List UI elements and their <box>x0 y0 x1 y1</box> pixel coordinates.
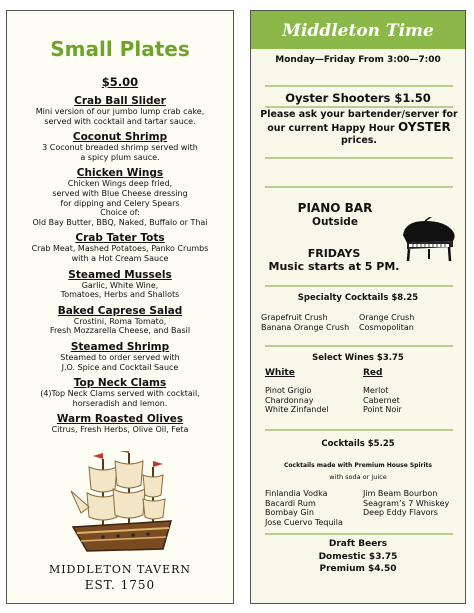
white-wine-list: Pinot Grigio Chardonnay White Zinfandel <box>265 386 329 414</box>
menu-item-desc: Crab Meat, Mashed Potatoes, Panko Crumbs with a Hot Cream Sauce <box>31 244 209 263</box>
spirits-list-right: Jim Beam Bourbon Seagram’s 7 Whiskey Deep Eddy Flavors <box>363 489 450 517</box>
menu-item-desc: 3 Coconut breaded shrimp served with a spicy plum sauce. <box>42 143 198 162</box>
menu-item <box>7 269 233 300</box>
cocktails-note: Cocktails made with Premium House Spirits <box>284 462 432 469</box>
grand-piano-icon <box>399 217 459 263</box>
menu-item-name: Steamed Mussels <box>68 268 172 281</box>
cocktails-note-sub: with soda or juice <box>329 473 387 481</box>
oyster-note-line1: Please ask your bartender/server for <box>260 109 458 120</box>
small-plates-title: Small Plates <box>50 37 190 61</box>
premium-beer-price: Premium $4.50 <box>319 564 397 574</box>
happy-hour-times: Monday—Friday From 3:00—7:00 <box>275 55 441 65</box>
oyster-shooters: Oyster Shooters $1.50 <box>285 91 431 105</box>
menu-item <box>7 413 233 435</box>
divider <box>265 186 453 188</box>
red-wine-heading: Red <box>363 368 383 378</box>
menu-item <box>7 305 233 336</box>
menu-item-name: Warm Roasted Olives <box>56 413 184 426</box>
menu-item-desc: Mini version of our jumbo lump crab cake, served with cocktail and tartar sauce. <box>35 107 205 126</box>
menu-item-name: Chicken Wings <box>76 167 164 180</box>
piano-bar-day: FRIDAYS <box>307 247 361 260</box>
specialty-cocktails-heading: Specialty Cocktails $8.25 <box>297 293 419 303</box>
menu-item-desc: Garlic, White Wine, Tomatoes, Herbs and Shallots <box>60 280 180 300</box>
menu-item-desc: Chicken Wings deep fried, served with Blue Cheese dressing for dipping and Celery Spears Choice of: Old Bay Butter, BBQ, Naked, Buffalo or Thai <box>32 179 208 227</box>
divider <box>265 533 453 535</box>
piano-bar-time: Music starts at 5 PM. <box>268 260 400 273</box>
menu-item <box>7 341 233 372</box>
specialty-cocktails-left: Grapefruit Crush Banana Orange Crush <box>261 313 350 332</box>
oyster-note-line2 <box>255 121 463 135</box>
menu-item-name: Coconut Shrimp <box>72 131 168 144</box>
divider <box>265 345 453 347</box>
spirits-list-left: Finlandia Vodka Bacardi Rum Bombay Gin Jose Cuervo Tequila <box>265 489 343 527</box>
piano-bar-title: PIANO BAR <box>297 201 373 215</box>
specialty-cocktails-right: Orange Crush Cosmopolitan <box>359 313 415 332</box>
divider <box>265 157 453 159</box>
small-plates-price: $5.00 <box>101 75 139 89</box>
menu-item-name: Top Neck Clams <box>73 377 167 390</box>
divider <box>265 85 453 87</box>
ship-logo-icon <box>63 451 181 561</box>
menu-item-desc: Steamed to order served with J.O. Spice and Cocktail Sauce <box>60 352 180 372</box>
divider <box>265 285 453 287</box>
menu-item-desc: (4)Top Neck Clams served with cocktail, horseradish and lemon. <box>40 389 200 408</box>
menu-item <box>7 95 233 126</box>
domestic-beer-price: Domestic $3.75 <box>318 552 398 562</box>
white-wine-heading: White <box>265 368 295 378</box>
red-wine-list: Merlot Cabernet Point Noir <box>363 386 402 414</box>
piano-bar-location: Outside <box>312 216 358 228</box>
menu-item-desc: Citrus, Fresh Herbs, Olive Oil, Feta <box>51 425 189 435</box>
menu-item-name: Crab Ball Slider <box>74 95 166 107</box>
menu-item-name: Crab Tater Tots <box>75 232 165 245</box>
oyster-note-emphasis: OYSTER <box>398 120 451 134</box>
divider <box>265 429 453 431</box>
established-year: EST. 1750 <box>84 578 156 592</box>
oyster-note-line3: prices. <box>340 135 378 146</box>
piano-bar-heading <box>265 201 405 229</box>
happy-hour-panel <box>250 10 466 604</box>
small-plates-list <box>7 95 233 440</box>
draft-beers-heading: Draft Beers <box>328 539 388 549</box>
cocktails-heading: Cocktails $5.25 <box>321 439 395 449</box>
divider <box>265 106 453 108</box>
middleton-time-banner: Middleton Time <box>251 11 465 49</box>
oyster-note-prefix: our current Happy Hour <box>267 123 399 134</box>
oyster-note <box>255 109 463 147</box>
tavern-name: MIDDLETON TAVERN <box>48 563 192 576</box>
menu-item <box>7 167 233 227</box>
menu-item <box>7 377 233 408</box>
select-wines-heading: Select Wines $3.75 <box>312 353 404 363</box>
small-plates-panel <box>6 10 234 604</box>
menu-item-desc: Crostini, Roma Tomato, Fresh Mozzarella Cheese, and Basil <box>49 316 191 336</box>
menu-item-name: Baked Caprese Salad <box>57 304 183 317</box>
menu-item <box>7 232 233 263</box>
menu-item <box>7 131 233 162</box>
piano-bar-schedule <box>259 247 409 273</box>
menu-item-name: Steamed Shrimp <box>70 340 170 353</box>
